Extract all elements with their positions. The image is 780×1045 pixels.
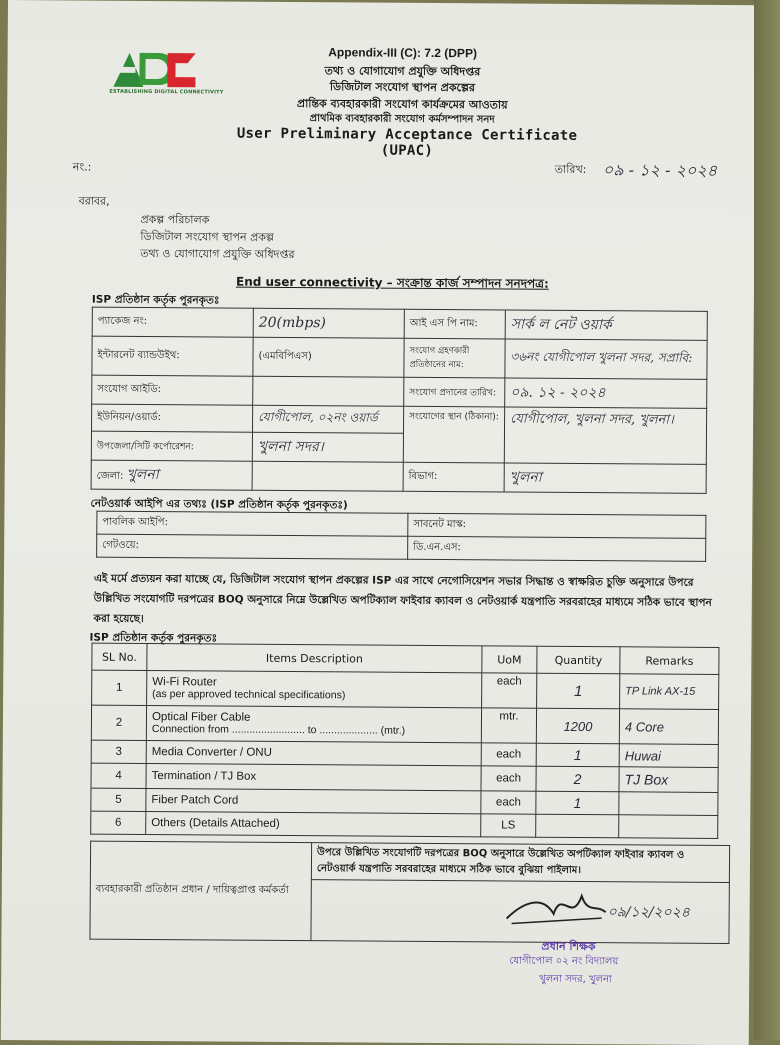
network-table: [96, 511, 706, 562]
row-sl: 4: [91, 763, 146, 788]
row-desc-sub: (as per approved technical specifications): [152, 688, 346, 702]
row-uom: each: [481, 743, 536, 766]
row-sl: 6: [91, 811, 146, 834]
signature-date: ০৯/১২/২০২৪: [607, 904, 690, 921]
row-desc: Others (Details Attached): [146, 811, 481, 836]
row-desc: Media Converter / ONU: [146, 740, 481, 765]
address-line-2: ডিজিটাল সংযোগ স্থাপন প্রকল্প: [140, 229, 274, 244]
signature-cell: [311, 880, 729, 944]
row-qty: 1: [537, 673, 620, 709]
col-desc: Items Description: [147, 643, 482, 672]
signoff-table: [89, 841, 730, 944]
connection-date-label: সংযোগ প্রদানের তারিখ:: [404, 377, 505, 407]
row-remarks: 4 Core: [619, 709, 718, 745]
logo-tagline: ESTABLISHING DIGITAL CONNECTIVITY: [109, 88, 224, 96]
row-remarks: Huwai: [619, 744, 718, 768]
address-line-3: তথ্য ও যোগাযোগ প্রযুক্তি অধিদপ্তর: [140, 246, 295, 262]
row-uom: each: [481, 766, 536, 791]
signature: [502, 883, 612, 930]
place-label: সংযোগের স্থান (ঠিকানা):: [403, 406, 504, 463]
row-uom: mtr.: [481, 708, 536, 743]
address-to: বরাবর,: [78, 194, 110, 208]
document-title: User Preliminary Acceptance Certificate (UPAC): [236, 125, 578, 159]
division-label: বিভাগ:: [403, 462, 504, 492]
header-line-1: তথ্য ও যোগাযোগ প্রযুক্তি অধিদপ্তর: [324, 64, 481, 79]
address-line-1: প্রকল্প পরিচালক: [140, 212, 210, 227]
connection-id-label: সংযোগ আইডি:: [92, 375, 253, 405]
row-qty: 1200: [536, 708, 619, 744]
header-line-3: প্রান্তিক ব্যবহারকারী সংযোগ কার্যক্রমের আওতায়: [296, 97, 508, 112]
district-label-text: জেলা:: [96, 470, 124, 482]
table-row: [91, 811, 718, 838]
row-qty: 1: [536, 791, 619, 815]
stamp-title: প্রধান শিক্ষক: [541, 939, 596, 954]
col-qty: Quantity: [537, 646, 620, 674]
union-value: যোগীপোল, ০২নং ওয়ার্ড: [252, 405, 403, 433]
public-ip-label: পাবলিক আইপি:: [97, 511, 408, 536]
district-value: খুলনা: [126, 466, 159, 484]
row-remarks: [619, 792, 718, 816]
division-value: খুলনা: [504, 463, 706, 493]
row-desc: [146, 705, 481, 742]
row-qty: 2: [536, 766, 619, 792]
col-sl: SL No.: [92, 643, 147, 670]
stamp-line-3: খুলনা সদর, খুলনা: [539, 973, 612, 986]
section-title: End user connectivity – সংক্রান্ত কার্জ সম্পাদন সনদপত্র:: [235, 274, 549, 291]
stamp-line-2: যোগীপোল ০২ নং বিদ্যালয়: [509, 955, 619, 968]
row-desc: Fiber Patch Cord: [146, 788, 481, 813]
table-row: [91, 705, 718, 744]
dns-label: ডি.এন.এস:: [408, 536, 706, 561]
bandwidth-label: ইন্টারনেট ব্যান্ডউইথ:: [92, 336, 253, 376]
row-remarks: TP Link AX-15: [620, 674, 719, 710]
appendix-heading: Appendix-III (C): 7.2 (DPP): [328, 45, 478, 61]
row-uom: LS: [481, 814, 536, 837]
certification-paragraph: এই মর্মে প্রত্যয়ন করা যাচ্ছে যে, ডিজিটাল সংযোগ স্থাপন প্রকল্পের ISP এর সাথে নেগোসিয়েশন সভার সিদ্ধান্ত ও স্বাক্ষরিত চুক্তি অনুসারে উপরে উল্লিখিত সংযোগটি দরপত্রের BOQ অনুসারে নিম্নে উল্লেখিত অপটিক্যাল ফাইবার ক্যাবল ও নেটওয়ার্ক যন্ত্রপাতি সরবরাহের মাধ্যমে সঠিক ভাবে স্থাপন করা হয়েছে।: [93, 572, 712, 625]
signoff-statement: উপরে উল্লিখিত সংযোগটি দরপত্রের BOQ অনুসারে উল্লেখিত অপটিক্যাল ফাইবার ক্যাবল ও নেটওয়ার্ক যন্ত্রপাতি সরবরাহের মাধ্যমে সঠিক ভাবে বুঝিয়া পাইলাম।: [311, 843, 729, 883]
header-line-2: ডিজিটাল সংযোগ স্থাপন প্রকল্পের: [329, 80, 475, 95]
isp-name-label: আই এস পি নাম:: [404, 309, 505, 339]
gateway-label: গেটওয়ে:: [97, 534, 408, 559]
signoff-left-label: ব্যবহারকারী প্রতিষ্ঠান প্রধান / দায়িত্বপ্রাপ্ত কর্মকর্তা: [90, 841, 312, 941]
package-value: 20(mbps): [253, 308, 404, 338]
row-qty: [536, 814, 619, 838]
bandwidth-unit: (এমবিপিএস): [253, 337, 404, 377]
recipient-value: ৩৬নং যোগীপোল খুলনা সদর, সপ্রাবি:: [505, 339, 707, 379]
row-sl: 2: [91, 705, 146, 740]
row-desc-sub: Connection from ......................... to .................... (mtr.): [151, 723, 406, 737]
upazila-value: খুলনা সদর।: [252, 432, 403, 462]
connection-id-value: [253, 376, 404, 406]
col-uom: UoM: [482, 646, 537, 673]
recipient-label: সংযোগ গ্রহণকারী প্রতিষ্ঠানের নাম:: [404, 338, 505, 378]
row-remarks: [619, 815, 718, 839]
isp-info-table: [91, 307, 708, 494]
isp-section-label: ISP প্রতিষ্ঠান কর্তৃক পুরনকৃতঃ: [91, 293, 220, 307]
table-row: [92, 670, 719, 709]
subnet-label: সাবনেট মাস্ক:: [408, 513, 706, 538]
row-desc-main: Wi-Fi Router: [152, 676, 217, 689]
ref-no-label: নং.:: [72, 160, 92, 174]
district-blank: [252, 461, 403, 491]
header-line-4: প্রাথমিক ব্যবহারকারী সংযোগ কর্মসম্পাদন সনদ: [309, 113, 495, 126]
upazila-label: উপজেলা/সিটি কর্পোরেশন:: [91, 431, 252, 461]
row-sl: 5: [91, 788, 146, 811]
items-section-label: ISP প্রতিষ্ঠান কর্তৃক পুরনকৃতঃ: [89, 631, 218, 645]
row-desc: Termination / TJ Box: [146, 763, 481, 790]
row-sl: 1: [92, 670, 147, 705]
package-label: প্যাকেজ নং:: [92, 307, 253, 337]
row-uom: each: [482, 673, 537, 708]
place-value: যোগীপোল, খুলনা সদর, খুলনা।: [504, 407, 706, 464]
row-sl: 3: [91, 740, 146, 763]
row-qty: 1: [536, 743, 619, 767]
row-uom: each: [481, 791, 536, 814]
district-label: [91, 460, 252, 490]
background-edge: [754, 0, 780, 1040]
isp-name-value: সার্ক ল নেট ওয়ার্ক: [505, 310, 707, 340]
date-value: ০৯ - ১২ - ২০২৪: [602, 160, 718, 180]
connection-date-value: ০৯. ১২ - ২০২৪: [505, 378, 707, 408]
document-page: [1, 0, 756, 1045]
union-label: ইউনিয়ন/ওয়ার্ড:: [91, 404, 252, 432]
network-section-label: নেটওয়ার্ক আইপি এর তথ্যঃ (ISP প্রতিষ্ঠান কর্তৃক পুরনকৃতঃ): [90, 497, 348, 512]
row-desc-main: Optical Fiber Cable: [151, 711, 251, 724]
row-desc: [147, 670, 482, 707]
row-remarks: TJ Box: [619, 767, 718, 793]
col-remarks: Remarks: [620, 647, 719, 675]
date-label: তারিখ:: [554, 162, 587, 177]
items-table: [90, 643, 719, 839]
